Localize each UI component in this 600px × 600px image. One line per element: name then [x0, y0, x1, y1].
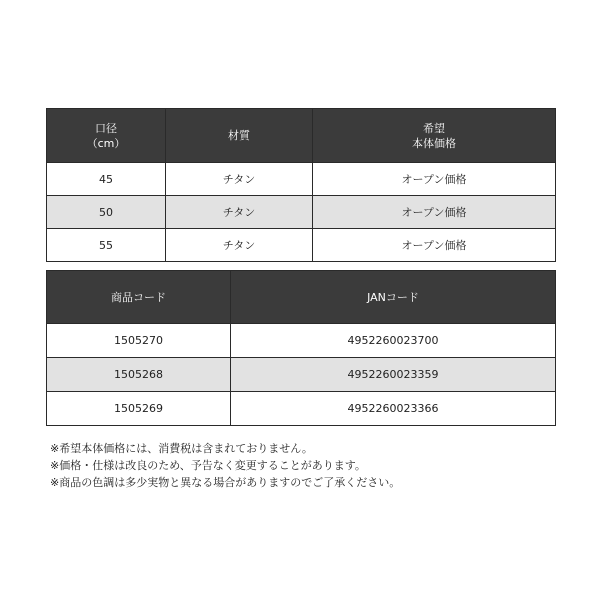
- material-cell: チタン: [166, 229, 313, 262]
- diameter-cell: 55: [47, 229, 166, 262]
- table-row: [47, 324, 556, 358]
- price-header-line2: 本体価格: [412, 136, 456, 150]
- price-cell: オープン価格: [313, 229, 556, 262]
- table-row: [47, 358, 556, 392]
- price-header-line1: 希望: [423, 121, 445, 135]
- jan-code-cell: 4952260023359: [231, 358, 556, 392]
- price-cell: オープン価格: [313, 196, 556, 229]
- code-table-header-row: [47, 271, 556, 324]
- diameter-column-header: [47, 109, 166, 163]
- product-code-cell: 1505268: [47, 358, 231, 392]
- diameter-cell: 45: [47, 163, 166, 196]
- color-note: ※商品の色調は多少実物と異なる場合がありますのでご了承ください。: [50, 476, 401, 489]
- table-row: [47, 163, 556, 196]
- tax-note: ※希望本体価格には、消費税は含まれておりません。: [50, 442, 313, 455]
- table-row: [47, 196, 556, 229]
- material-column-header: [166, 109, 313, 163]
- product-code-cell: 1505270: [47, 324, 231, 358]
- table-row: [47, 392, 556, 426]
- material-cell: チタン: [166, 163, 313, 196]
- size-table-header-row: [47, 109, 556, 163]
- jan-code-cell: 4952260023700: [231, 324, 556, 358]
- spec-change-note: ※価格・仕様は改良のため、予告なく変更することがあります。: [50, 459, 366, 472]
- product-code-cell: 1505269: [47, 392, 231, 426]
- diameter-cell: 50: [47, 196, 166, 229]
- material-header-label: 材質: [228, 129, 250, 142]
- table-row: [47, 229, 556, 262]
- price-cell: オープン価格: [313, 163, 556, 196]
- size-spec-table: [46, 108, 556, 262]
- disclaimer-notes: [50, 440, 400, 491]
- material-cell: チタン: [166, 196, 313, 229]
- product-code-column-header: 商品コード: [47, 271, 231, 324]
- jan-code-cell: 4952260023366: [231, 392, 556, 426]
- diameter-header-label: 口径: [95, 121, 117, 135]
- product-code-table: [46, 270, 556, 426]
- price-column-header: [313, 109, 556, 163]
- jan-code-column-header: JANコード: [231, 271, 556, 324]
- diameter-header-unit: （cm）: [86, 136, 126, 150]
